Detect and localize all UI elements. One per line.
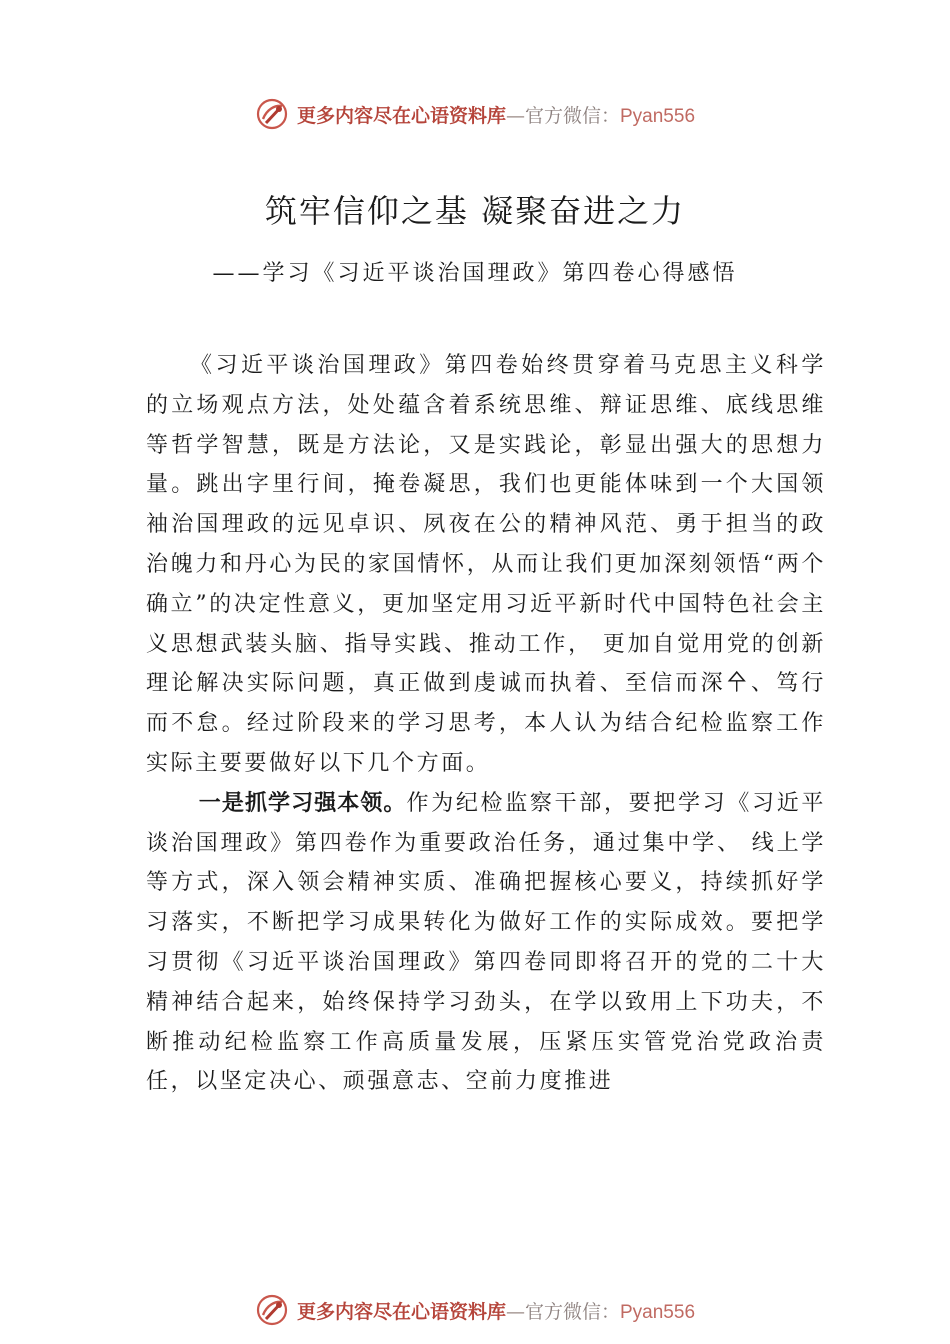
paragraph-2 — [146, 784, 826, 1102]
paragraph-1: 《习近平谈治国理政》第四卷始终贯穿着马克思主义科学的立场观点方法，处处蕴含着系统思维、辩证思维、底线思维等哲学智慧，既是方法论，又是实践论，彰显出强大的思想力量。跳出字里行间，掩卷凝思，我们也更能体味到一个大国领袖治国理政的远见卓识、夙夜在公的精神风范、勇于担当的政治魄力和丹心为民的家国情怀，从而让我们更加深刻领悟“两个确立”的决定性意义，更加坚定用习近平新时代中国特色社会主义思想武装头脑、指导实践、推动工作， 更加自觉用党的创新理论解决实际问题，真正做到虔诚而执着、至信而深㐃、笃行而不怠。经过阶段来的学习思考，本人认为结合纪检监察工作实际主要要做好以下几个方面。 — [146, 353, 826, 776]
watermark-header — [0, 94, 950, 134]
logo-icon — [255, 1293, 289, 1327]
page-title: 筑牢信仰之基 凝聚奋进之力 — [264, 192, 686, 230]
page-subtitle: ——学习《习近平谈治国理政》第四卷心得感悟 — [212, 261, 738, 286]
logo-icon — [255, 97, 289, 131]
watermark-text: 更多内容尽在心语资料库—官方微信：Pyan556 — [296, 104, 696, 127]
paragraph-2-lead: 一是抓学习强本领。 — [198, 790, 407, 816]
paragraph-2-text: 作为纪检监察干部，要把学习《习近平谈治国理政》第四卷作为重要政治任务，通过集中学、 线上学等方式，深入领会精神实质、准确把握核心要义，持续抓好学习落实，不断把学习成果转化为做好工作的实际成效。要把学习贯彻《习近平谈治国理政》第四卷同即将召开的党的二十大精神结合起来，始终保持学习劲头，在学以致用上下功夫，不断推动纪检监察工作高质量发展，压紧压实管党治党政治责任，以坚定决心、顽强意志、空前力度推进 — [146, 790, 826, 1095]
body-text — [146, 346, 826, 1102]
watermark-footer — [0, 1290, 950, 1330]
watermark-text: 更多内容尽在心语资料库—官方微信：Pyan556 — [296, 1300, 696, 1323]
